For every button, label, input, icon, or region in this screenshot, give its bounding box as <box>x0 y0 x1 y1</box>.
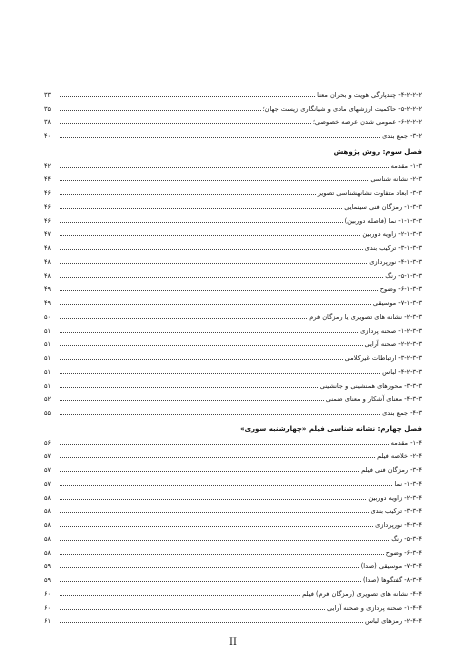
toc-entry-title: فصل سوم: روش پژوهش <box>333 147 422 156</box>
toc-entry <box>44 280 422 294</box>
dot-leader <box>60 387 318 388</box>
toc-entry-title: ۸-۳-۴- گفتگوها (صدا) <box>363 576 422 584</box>
dot-leader <box>60 180 368 181</box>
toc-entry-title: ۴-۲-۳-۳- لباس <box>382 367 422 376</box>
toc-entry-page-number: ۴۸ <box>44 271 52 280</box>
toc-entry-page-number: ۴۹ <box>44 299 52 307</box>
toc-entry-page-number: ۵۸ <box>44 521 52 529</box>
dot-leader <box>60 167 389 168</box>
toc-entry-title: ۳-۲- جمع بندی <box>382 132 422 140</box>
dot-leader <box>60 249 363 250</box>
toc-entry-title: ۶-۱-۳-۳- وضوح <box>379 285 422 294</box>
toc-entry-page-number: ۴۶ <box>44 189 52 197</box>
toc-entry-page-number: ۴۲ <box>44 161 52 170</box>
toc-entry-page-number: ۵۱ <box>44 340 52 349</box>
toc-entry <box>44 433 422 447</box>
dot-leader <box>60 304 371 305</box>
toc-entry-page-number: ۴۹ <box>44 285 52 294</box>
toc-entry-page-number: ۵۹ <box>44 576 52 584</box>
toc-entry-title: ۱-۳-۳- رمزگان فنی سینمایی <box>344 202 422 211</box>
toc-entry-title: ۵-۲-۲-۲- حاکمیت ارزشهای مادی و شیانگاری زیست جهان؛ <box>262 104 422 113</box>
toc-entry <box>44 197 422 211</box>
dot-leader <box>60 414 380 415</box>
toc-entry <box>44 335 422 349</box>
dot-leader <box>60 622 363 623</box>
chapter-heading <box>44 142 422 156</box>
toc-entry-title: ۱-۴- مقدمه <box>390 438 422 447</box>
toc-entry-page-number: ۴۴ <box>44 175 52 184</box>
toc-entry-page-number: ۴۸ <box>44 257 52 266</box>
dot-leader <box>60 222 343 223</box>
toc-entry-title: ۴-۳-۳- معنای آشکار و معنای ضمنی <box>325 395 422 404</box>
toc-entry-page-number: ۵۱ <box>44 354 52 362</box>
toc-entry <box>44 238 422 252</box>
toc-entry <box>44 211 422 225</box>
toc-entry <box>44 447 422 461</box>
toc-entry-page-number: ۶۰ <box>44 589 52 598</box>
toc-entry-title: ۲-۲-۳-۳- صحنه آرایی <box>364 340 422 349</box>
toc-entry-page-number: ۳۸ <box>44 118 52 127</box>
toc-entry-page-number: ۳۵ <box>44 104 52 113</box>
toc-entry <box>44 348 422 362</box>
toc-entry <box>44 113 422 127</box>
toc-entry-page-number: ۵۰ <box>44 312 52 321</box>
dot-leader <box>60 609 325 610</box>
toc-entry <box>44 515 422 529</box>
toc-entry-page-number: ۴۶ <box>44 202 52 211</box>
table-of-contents <box>44 85 422 625</box>
toc-entry-page-number: ۴۶ <box>44 216 52 225</box>
toc-entry <box>44 502 422 516</box>
toc-entry-page-number: ۵۸ <box>44 493 52 502</box>
toc-entry-title: ۳-۱-۳-۳- ترکیب بندی <box>364 244 422 252</box>
toc-entry-title: ۳-۳-۳- محورهای همنشینی و جانشینی <box>319 381 422 390</box>
toc-entry-page-number: ۳۳ <box>44 90 52 99</box>
toc-entry <box>44 570 422 584</box>
dot-leader <box>60 359 343 360</box>
toc-entry-title: ۶-۳-۴- وضوح <box>385 548 422 557</box>
dot-leader <box>60 373 380 374</box>
toc-entry <box>44 85 422 99</box>
toc-entry <box>44 266 422 280</box>
dot-leader <box>60 235 360 236</box>
toc-entry-title: ۴-۱-۳-۳- نورپردازی <box>369 257 422 266</box>
dot-leader <box>60 277 383 278</box>
toc-entry-page-number: ۵۷ <box>44 452 52 461</box>
toc-entry <box>44 460 422 474</box>
toc-entry-title: ۴-۳-۴- نورپردازی <box>375 521 422 529</box>
toc-entry-title: ۱-۳- مقدمه <box>390 161 422 170</box>
toc-entry <box>44 170 422 184</box>
toc-entry-title: ۷-۳-۴- موسیقی (صدا) <box>360 562 422 571</box>
toc-entry-title: ۲-۱-۳-۳- زاویه دوربین <box>362 230 422 239</box>
toc-entry <box>44 390 422 404</box>
toc-entry <box>44 183 422 197</box>
toc-entry-page-number: ۶۰ <box>44 603 52 612</box>
dot-leader <box>60 208 342 209</box>
toc-entry-title: ۳-۴- رمزگان فنی فیلم <box>361 466 422 474</box>
dot-leader <box>60 526 373 527</box>
toc-entry <box>44 362 422 376</box>
toc-entry-page-number: ۵۷ <box>44 466 52 474</box>
toc-entry <box>44 307 422 321</box>
toc-entry-title: ۱-۱-۳-۳- نما (فاصله دوربین) <box>344 216 422 225</box>
dot-leader <box>60 444 389 445</box>
dot-leader <box>60 96 315 97</box>
dot-leader <box>60 137 380 138</box>
toc-entry <box>44 584 422 598</box>
toc-entry-title: ۴-۴- نشانه های تصویری (رمزگان فرم) فیلم <box>302 589 422 598</box>
toc-entry-title: ۱-۳-۴- نما <box>394 479 422 488</box>
dot-leader <box>60 263 367 264</box>
toc-entry-title: ۱-۲-۳-۳- صحنه پردازی <box>360 326 422 335</box>
toc-entry-page-number: ۵۵ <box>44 409 52 417</box>
toc-entry <box>44 99 422 113</box>
toc-entry-page-number: ۵۸ <box>44 548 52 557</box>
toc-entry-title: ۳-۳-۴- ترکیب بندی <box>370 507 422 516</box>
dot-leader <box>60 595 300 596</box>
toc-entry-page-number: ۵۸ <box>44 507 52 516</box>
dot-leader <box>60 512 369 513</box>
toc-entry-title: ۲-۳- نشانه شناسی <box>370 175 422 184</box>
dot-leader <box>60 554 384 555</box>
dot-leader <box>60 540 389 541</box>
toc-entry-page-number: ۵۶ <box>44 438 52 447</box>
toc-entry-title: ۲-۳-۴- زاویه دوربین <box>368 493 422 502</box>
dot-leader <box>60 110 261 111</box>
dot-leader <box>60 471 359 472</box>
dot-leader <box>60 194 316 195</box>
toc-entry <box>44 376 422 390</box>
toc-entry <box>44 557 422 571</box>
toc-entry <box>44 543 422 557</box>
toc-entry <box>44 488 422 502</box>
toc-entry-title: ۵-۳-۴- رنگ <box>391 534 422 543</box>
toc-entry-page-number: ۴۰ <box>44 132 52 140</box>
toc-entry-page-number: ۵۱ <box>44 367 52 376</box>
toc-entry-title: ۲-۴- خلاصه فیلم <box>377 452 422 461</box>
toc-entry-page-number: ۵۷ <box>44 479 52 488</box>
toc-entry <box>44 598 422 612</box>
toc-entry-page-number: ۵۹ <box>44 562 52 571</box>
toc-entry <box>44 474 422 488</box>
toc-entry <box>44 126 422 140</box>
toc-entry <box>44 529 422 543</box>
toc-entry-title: ۵-۱-۳-۳- رنگ <box>385 271 422 280</box>
toc-entry-page-number: ۵۱ <box>44 326 52 335</box>
toc-entry <box>44 293 422 307</box>
dot-leader <box>60 485 392 486</box>
dot-leader <box>60 290 378 291</box>
page-number: II <box>229 637 237 648</box>
dot-leader <box>60 567 359 568</box>
dot-leader <box>60 499 366 500</box>
toc-entry-page-number: ۵۲ <box>44 395 52 404</box>
dot-leader <box>60 581 361 582</box>
toc-entry <box>44 612 422 626</box>
toc-entry-title: ۲-۳-۳- نشانه های تصویری یا رمزگان فرم <box>309 312 422 321</box>
toc-entry-title: فصل چهارم: نشانه شناسی فیلم «چهارشنبه سوری» <box>240 424 422 433</box>
dot-leader <box>60 400 324 401</box>
toc-entry <box>44 156 422 170</box>
toc-entry <box>44 321 422 335</box>
toc-entry-page-number: ۵۱ <box>44 381 52 390</box>
toc-entry-page-number: ۴۸ <box>44 244 52 252</box>
toc-entry-title: ۲-۴-۴- رمزهای لباس <box>364 617 422 626</box>
toc-entry-page-number: ۶۱ <box>44 617 52 626</box>
dot-leader <box>60 457 375 458</box>
toc-entry-title: ۴-۲-۲-۲- چندپارگی هویت و بحران معنا <box>317 90 422 99</box>
dot-leader <box>60 345 363 346</box>
dot-leader <box>60 318 307 319</box>
toc-entry-title: ۳-۲-۳-۳- ارتباطات غیرکلامی <box>344 354 422 362</box>
toc-entry <box>44 252 422 266</box>
toc-entry-page-number: ۴۷ <box>44 230 52 239</box>
toc-entry-title: ۱-۴-۴- صحنه پردازی و صحنه آرایی <box>327 603 422 612</box>
dot-leader <box>60 332 358 333</box>
toc-entry-title: ۶-۲-۲-۲- عمومی شدن عرصه خصوصی؛ <box>312 118 422 127</box>
toc-entry-title: ۳-۳- ابعاد متفاوت نشانهشناسی تصویر <box>317 189 422 197</box>
toc-entry <box>44 225 422 239</box>
chapter-heading <box>44 419 422 433</box>
dot-leader <box>60 123 311 124</box>
toc-entry-title: ۴-۳- جمع بندی <box>382 409 422 417</box>
toc-entry-title: ۷-۱-۳-۳- موسیقی <box>372 299 422 307</box>
toc-entry <box>44 403 422 417</box>
toc-entry-page-number: ۵۸ <box>44 534 52 543</box>
